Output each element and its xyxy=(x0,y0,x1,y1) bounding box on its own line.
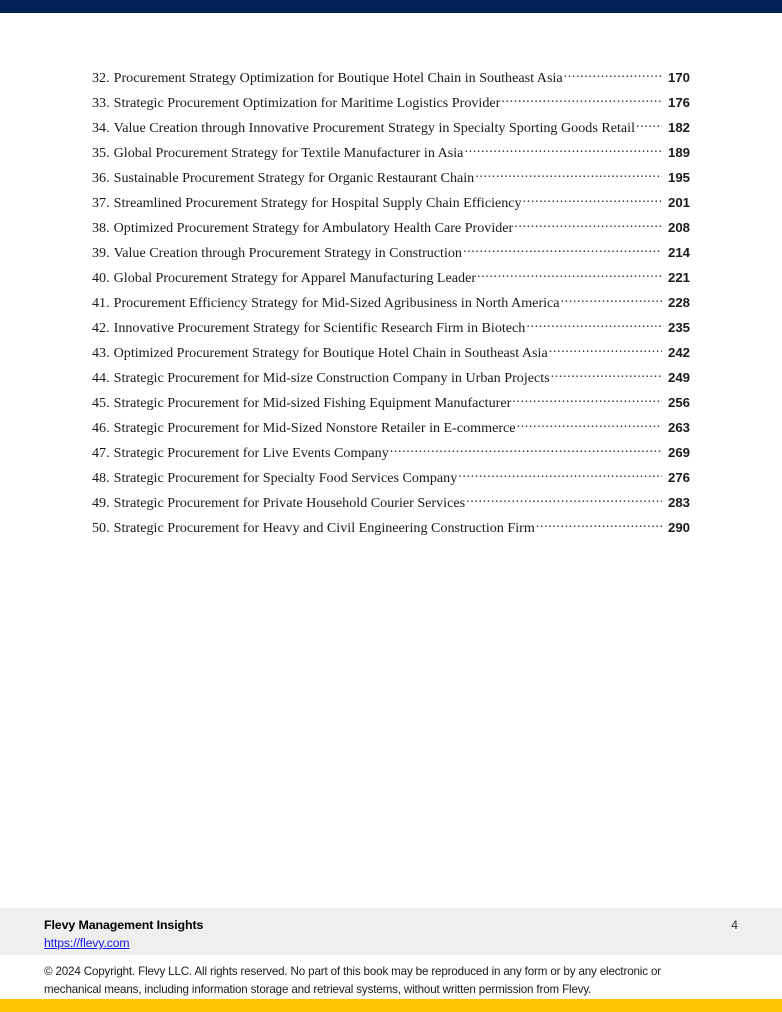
toc-entry-number: 49. xyxy=(92,495,110,512)
toc-entry-page-number: 249 xyxy=(667,370,690,386)
toc-dot-leader xyxy=(517,418,662,432)
toc-entry[interactable] xyxy=(92,418,690,443)
table-of-contents xyxy=(92,68,690,543)
toc-entry-page-number: 214 xyxy=(667,245,690,261)
toc-entry[interactable] xyxy=(92,143,690,168)
toc-entry[interactable] xyxy=(92,443,690,468)
toc-entry-page-number: 242 xyxy=(667,345,690,361)
toc-entry-page-number: 263 xyxy=(667,420,690,436)
toc-dot-leader xyxy=(561,293,662,307)
footer-brand-label: Flevy Management Insights xyxy=(44,918,204,932)
toc-entry-page-number: 170 xyxy=(667,70,690,86)
toc-entry-page-number: 176 xyxy=(667,95,690,111)
toc-entry[interactable] xyxy=(92,293,690,318)
copyright-notice xyxy=(44,963,744,999)
toc-entry[interactable] xyxy=(92,343,690,368)
toc-entry[interactable] xyxy=(92,193,690,218)
toc-entry-number: 41. xyxy=(92,295,110,312)
toc-entry-number: 34. xyxy=(92,120,110,137)
toc-dot-leader xyxy=(564,68,662,82)
toc-entry-title: Strategic Procurement for Live Events Company xyxy=(113,445,389,462)
toc-entry[interactable] xyxy=(92,93,690,118)
copyright-line-2: mechanical means, including information storage and retrieval systems, without written permission from Flevy. xyxy=(44,983,592,996)
toc-entry-number: 47. xyxy=(92,445,110,462)
toc-dot-leader xyxy=(636,118,662,132)
toc-dot-leader xyxy=(464,143,662,157)
toc-entry-title: Value Creation through Procurement Strategy in Construction xyxy=(113,245,462,262)
toc-entry[interactable] xyxy=(92,243,690,268)
toc-entry-page-number: 235 xyxy=(667,320,690,336)
toc-entry-page-number: 290 xyxy=(667,520,690,536)
toc-entry[interactable] xyxy=(92,318,690,343)
toc-entry[interactable] xyxy=(92,393,690,418)
toc-entry-title: Innovative Procurement Strategy for Scientific Research Firm in Biotech xyxy=(113,320,526,337)
footer-website-link[interactable]: https://flevy.com xyxy=(44,936,130,950)
toc-entry-title: Strategic Procurement for Mid-sized Fishing Equipment Manufacturer xyxy=(113,395,512,412)
toc-entry[interactable] xyxy=(92,218,690,243)
toc-entry-page-number: 256 xyxy=(667,395,690,411)
toc-dot-leader xyxy=(458,468,662,482)
toc-entry-number: 35. xyxy=(92,145,110,162)
toc-entry-number: 45. xyxy=(92,395,110,412)
bottom-accent-band xyxy=(0,999,782,1012)
toc-dot-leader xyxy=(549,343,662,357)
toc-entry-title: Optimized Procurement Strategy for Ambulatory Health Care Provider xyxy=(113,220,514,237)
toc-entry-title: Strategic Procurement for Specialty Food Services Company xyxy=(113,470,458,487)
toc-entry[interactable] xyxy=(92,493,690,518)
toc-entry-page-number: 201 xyxy=(667,195,690,211)
toc-dot-leader xyxy=(466,493,662,507)
toc-entry-title: Procurement Efficiency Strategy for Mid-Sized Agribusiness in North America xyxy=(113,295,560,312)
toc-entry-number: 50. xyxy=(92,520,110,537)
toc-entry-number: 40. xyxy=(92,270,110,287)
toc-entry-page-number: 276 xyxy=(667,470,690,486)
toc-entry-title: Strategic Procurement for Private Household Courier Services xyxy=(113,495,466,512)
toc-entry-title: Streamlined Procurement Strategy for Hospital Supply Chain Efficiency xyxy=(113,195,522,212)
toc-entry-page-number: 269 xyxy=(667,445,690,461)
toc-dot-leader xyxy=(523,193,662,207)
toc-entry-page-number: 208 xyxy=(667,220,690,236)
toc-dot-leader xyxy=(463,243,662,257)
top-accent-band xyxy=(0,0,782,13)
toc-entry-number: 37. xyxy=(92,195,110,212)
toc-entry-title: Strategic Procurement Optimization for Maritime Logistics Provider xyxy=(113,95,501,112)
toc-entry-number: 42. xyxy=(92,320,110,337)
toc-entry-number: 36. xyxy=(92,170,110,187)
toc-dot-leader xyxy=(512,393,662,407)
page-number: 4 xyxy=(731,918,738,932)
toc-entry[interactable] xyxy=(92,118,690,143)
toc-dot-leader xyxy=(536,518,662,532)
toc-entry-number: 32. xyxy=(92,70,110,87)
toc-entry-page-number: 195 xyxy=(667,170,690,186)
toc-entry-title: Strategic Procurement for Heavy and Civil Engineering Construction Firm xyxy=(113,520,535,537)
toc-dot-leader xyxy=(551,368,662,382)
toc-dot-leader xyxy=(514,218,662,232)
toc-dot-leader xyxy=(390,443,662,457)
toc-entry-title: Procurement Strategy Optimization for Boutique Hotel Chain in Southeast Asia xyxy=(113,70,563,87)
toc-entry[interactable] xyxy=(92,468,690,493)
toc-entry-number: 46. xyxy=(92,420,110,437)
toc-entry-number: 38. xyxy=(92,220,110,237)
toc-entry-title: Optimized Procurement Strategy for Boutique Hotel Chain in Southeast Asia xyxy=(113,345,548,362)
toc-entry-number: 48. xyxy=(92,470,110,487)
toc-entry-page-number: 189 xyxy=(667,145,690,161)
toc-entry-page-number: 283 xyxy=(667,495,690,511)
toc-dot-leader xyxy=(526,318,662,332)
toc-entry-title: Sustainable Procurement Strategy for Organic Restaurant Chain xyxy=(113,170,475,187)
toc-entry-title: Value Creation through Innovative Procurement Strategy in Specialty Sporting Goods Retail xyxy=(113,120,635,137)
toc-entry[interactable] xyxy=(92,368,690,393)
toc-entry-number: 33. xyxy=(92,95,110,112)
toc-dot-leader xyxy=(477,268,662,282)
toc-entry-page-number: 182 xyxy=(667,120,690,136)
toc-entry-number: 43. xyxy=(92,345,110,362)
toc-entry-number: 39. xyxy=(92,245,110,262)
toc-entry[interactable] xyxy=(92,268,690,293)
toc-entry[interactable] xyxy=(92,518,690,543)
toc-dot-leader xyxy=(475,168,662,182)
toc-entry[interactable] xyxy=(92,68,690,93)
toc-dot-leader xyxy=(501,93,662,107)
toc-entry-title: Strategic Procurement for Mid-Sized Nonstore Retailer in E-commerce xyxy=(113,420,516,437)
copyright-line-1: © 2024 Copyright. Flevy LLC. All rights reserved. No part of this book may be reproduced in any form or by any electronic or xyxy=(44,965,661,978)
toc-entry-title: Strategic Procurement for Mid-size Construction Company in Urban Projects xyxy=(113,370,550,387)
toc-entry-page-number: 221 xyxy=(667,270,690,286)
toc-entry-title: Global Procurement Strategy for Apparel Manufacturing Leader xyxy=(113,270,477,287)
toc-entry-number: 44. xyxy=(92,370,110,387)
toc-entry[interactable] xyxy=(92,168,690,193)
toc-entry-title: Global Procurement Strategy for Textile Manufacturer in Asia xyxy=(113,145,464,162)
toc-entry-page-number: 228 xyxy=(667,295,690,311)
